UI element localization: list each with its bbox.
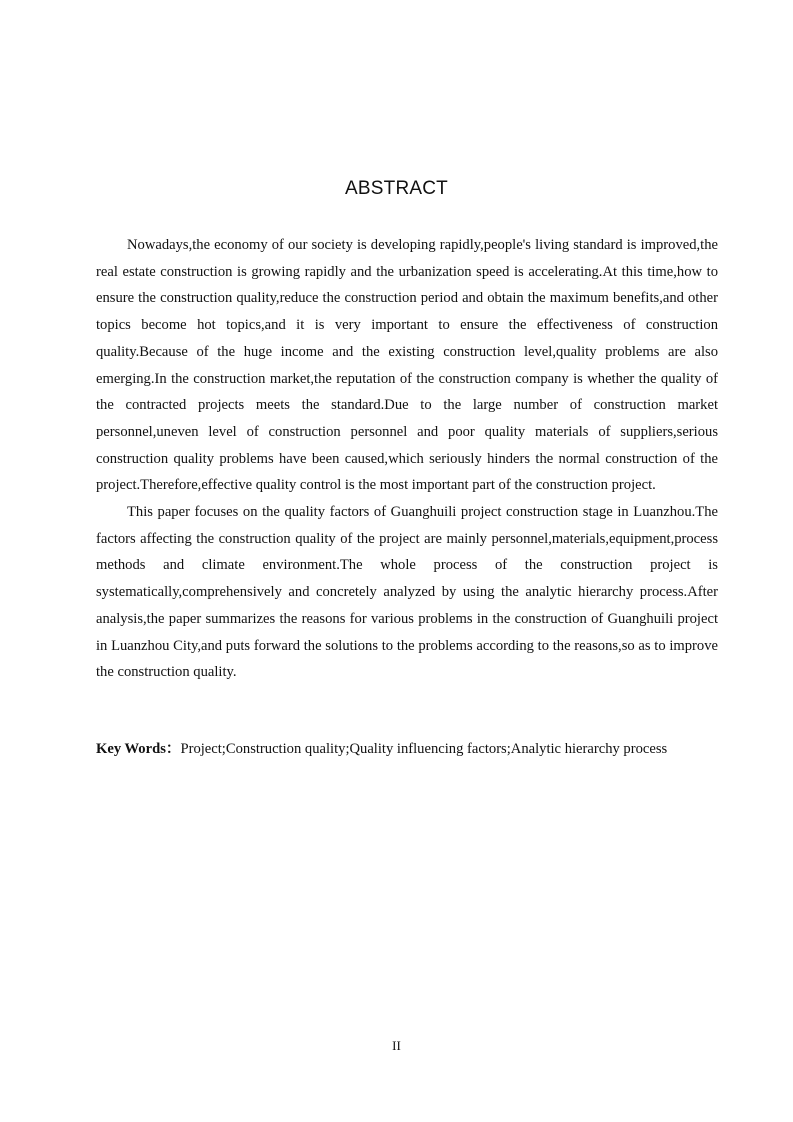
abstract-paragraph-2: This paper focuses on the quality factors of Guanghuili project construction stage in Luanzhou.The factors affecting the construction quality of the project are mainly personnel,materials,equipment,process methods and climate environment.The whole process of the construction project is systematically,comprehensively and concretely analyzed by using the analytic hierarchy process.After analysis,the paper summarizes the reasons for various problems in the construction of Guanghuili project in Luanzhou City,and puts forward the solutions to the problems according to the reasons,so as to improve the construction quality. bbox=[96, 504, 718, 681]
abstract-title: ABSTRACT bbox=[345, 178, 448, 199]
abstract-paragraph-1: Nowadays,the economy of our society is developing rapidly,people's living standard is improved,the real estate construction is growing rapidly and the urbanization speed is accelerating.At this time,how to ensure the construction quality,reduce the construction period and obtain the maximum benefits,and other topics become hot topics,and it is very important to ensure the effectiveness of construction quality.Because of the huge income and the existing construction level,quality problems are also emerging.In the construction market,the reputation of the construction company is whether the quality of the contracted projects meets the standard.Due to the large number of construction market personnel,uneven level of construction personnel and poor quality materials of suppliers,serious construction quality problems have been caused,which seriously hinders the normal construction of the project.Therefore,effective quality control is the most important part of the construction project. bbox=[96, 237, 718, 494]
abstract-body bbox=[96, 232, 718, 686]
page-number: II bbox=[392, 1038, 401, 1053]
keywords-line bbox=[96, 737, 736, 758]
keywords-label: Key Words： bbox=[96, 741, 181, 757]
keywords-text: Project;Construction quality;Quality influencing factors;Analytic hierarchy process bbox=[180, 741, 668, 757]
